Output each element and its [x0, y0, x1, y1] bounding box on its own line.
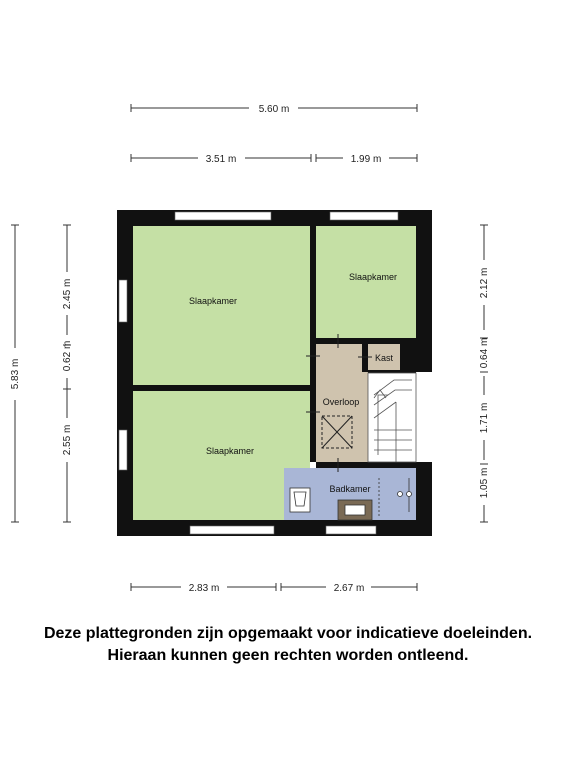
- room-label-bedroom-bottom-left: Slaapkamer: [205, 446, 255, 456]
- room-label-landing: Overloop: [322, 397, 360, 407]
- disclaimer-line-1: Deze plattegronden zijn opgemaakt voor indicatieve doeleinden.: [43, 625, 533, 642]
- room-label-bedroom-top-right: Slaapkamer: [348, 272, 398, 282]
- dimension-label-top-right: 1.99 m: [350, 154, 382, 165]
- dimension-label-left-total: 5.83 m: [10, 358, 21, 390]
- dimension-label-right-bottom: 1.05 m: [479, 467, 490, 499]
- disclaimer-line-2: Hieraan kunnen geen rechten worden ontleend.: [107, 647, 469, 664]
- staircase: [368, 373, 416, 462]
- dimension-bottom-parts: [131, 583, 417, 591]
- room-label-bedroom-top-left: Slaapkamer: [188, 296, 238, 306]
- dimension-label-right-middle: 0.64 m: [479, 337, 490, 369]
- bedroom-top-left-extension: [149, 350, 310, 386]
- dimension-label-left-middle: 0.62 m: [62, 340, 73, 372]
- dimension-left-parts: [63, 225, 71, 522]
- dimension-label-left-bottom: 2.55 m: [62, 424, 73, 456]
- room-label-bathroom: Badkamer: [329, 484, 371, 494]
- dimension-label-bottom-left: 2.83 m: [188, 583, 220, 594]
- dimension-label-bottom-right: 2.67 m: [333, 583, 365, 594]
- dimension-label-right-top: 2.12 m: [479, 267, 490, 299]
- room-label-closet: Kast: [374, 353, 394, 363]
- dimension-label-top-left: 3.51 m: [205, 154, 237, 165]
- toilet-icon: [290, 488, 310, 512]
- bedroom-top-right: [316, 226, 416, 338]
- dimension-label-right-lower: 1.71 m: [479, 402, 490, 434]
- dimension-label-left-top: 2.45 m: [62, 278, 73, 310]
- dimension-label-top-total: 5.60 m: [258, 104, 290, 115]
- sink-icon: [338, 500, 372, 520]
